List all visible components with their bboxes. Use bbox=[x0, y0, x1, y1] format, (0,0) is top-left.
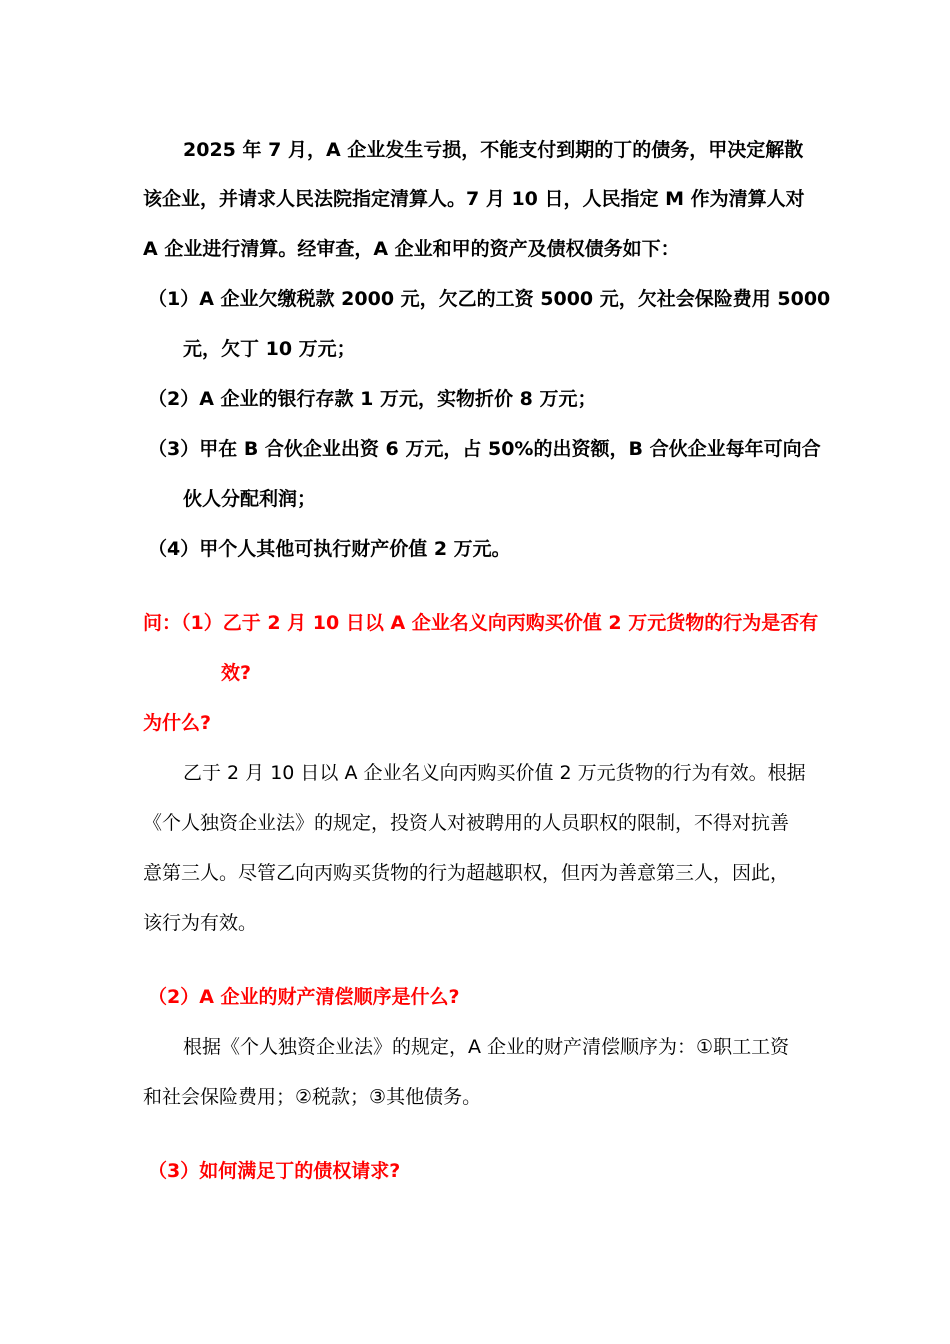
case-item-1-line-1: （1）A 企业欠缴税款 2000 元，欠乙的工资 5000 元，欠社会保险费用 5000 bbox=[148, 288, 831, 310]
answer-2-line-1: 根据《个人独资企业法》的规定，A 企业的财产清偿顺序为：①职工工资 bbox=[183, 1036, 790, 1058]
answer-1-line-1: 乙于 2 月 10 日以 A 企业名义向丙购买价值 2 万元货物的行为有效。根据 bbox=[183, 762, 806, 784]
case-intro-line-3: A 企业进行清算。经审查，A 企业和甲的资产及债权债务如下： bbox=[143, 238, 680, 260]
answer-1-line-4: 该行为有效。 bbox=[143, 912, 258, 934]
answer-2-line-2: 和社会保险费用；②税款；③其他债务。 bbox=[143, 1086, 482, 1108]
question-2: （2）A 企业的财产清偿顺序是什么? bbox=[148, 986, 460, 1008]
case-item-1-line-2: 元，欠丁 10 万元； bbox=[183, 338, 356, 360]
case-intro-line-2: 该企业，并请求人民法院指定清算人。7 月 10 日，人民指定 M 作为清算人对 bbox=[143, 188, 805, 210]
question-1-line-1: 问：（1）乙于 2 月 10 日以 A 企业名义向丙购买价值 2 万元货物的行为是否有 bbox=[143, 612, 819, 634]
question-1-line-2: 效? bbox=[221, 662, 252, 684]
answer-1-line-3: 意第三人。尽管乙向丙购买货物的行为超越职权，但丙为善意第三人，因此， bbox=[143, 862, 790, 884]
question-3: （3）如何满足丁的债权请求? bbox=[148, 1160, 401, 1182]
question-1-line-3: 为什么? bbox=[143, 712, 212, 734]
case-item-4: （4）甲个人其他可执行财产价值 2 万元。 bbox=[148, 538, 511, 560]
case-item-3-line-1: （3）甲在 B 合伙企业出资 6 万元，占 50%的出资额，B 合伙企业每年可向合 bbox=[148, 438, 821, 460]
case-intro-line-1: 2025 年 7 月，A 企业发生亏损，不能支付到期的丁的债务，甲决定解散 bbox=[183, 139, 804, 161]
case-item-2: （2）A 企业的银行存款 1 万元，实物折价 8 万元； bbox=[148, 388, 597, 410]
answer-1-line-2: 《个人独资企业法》的规定，投资人对被聘用的人员职权的限制，不得对抗善 bbox=[143, 812, 790, 834]
case-item-3-line-2: 伙人分配利润； bbox=[183, 488, 317, 510]
